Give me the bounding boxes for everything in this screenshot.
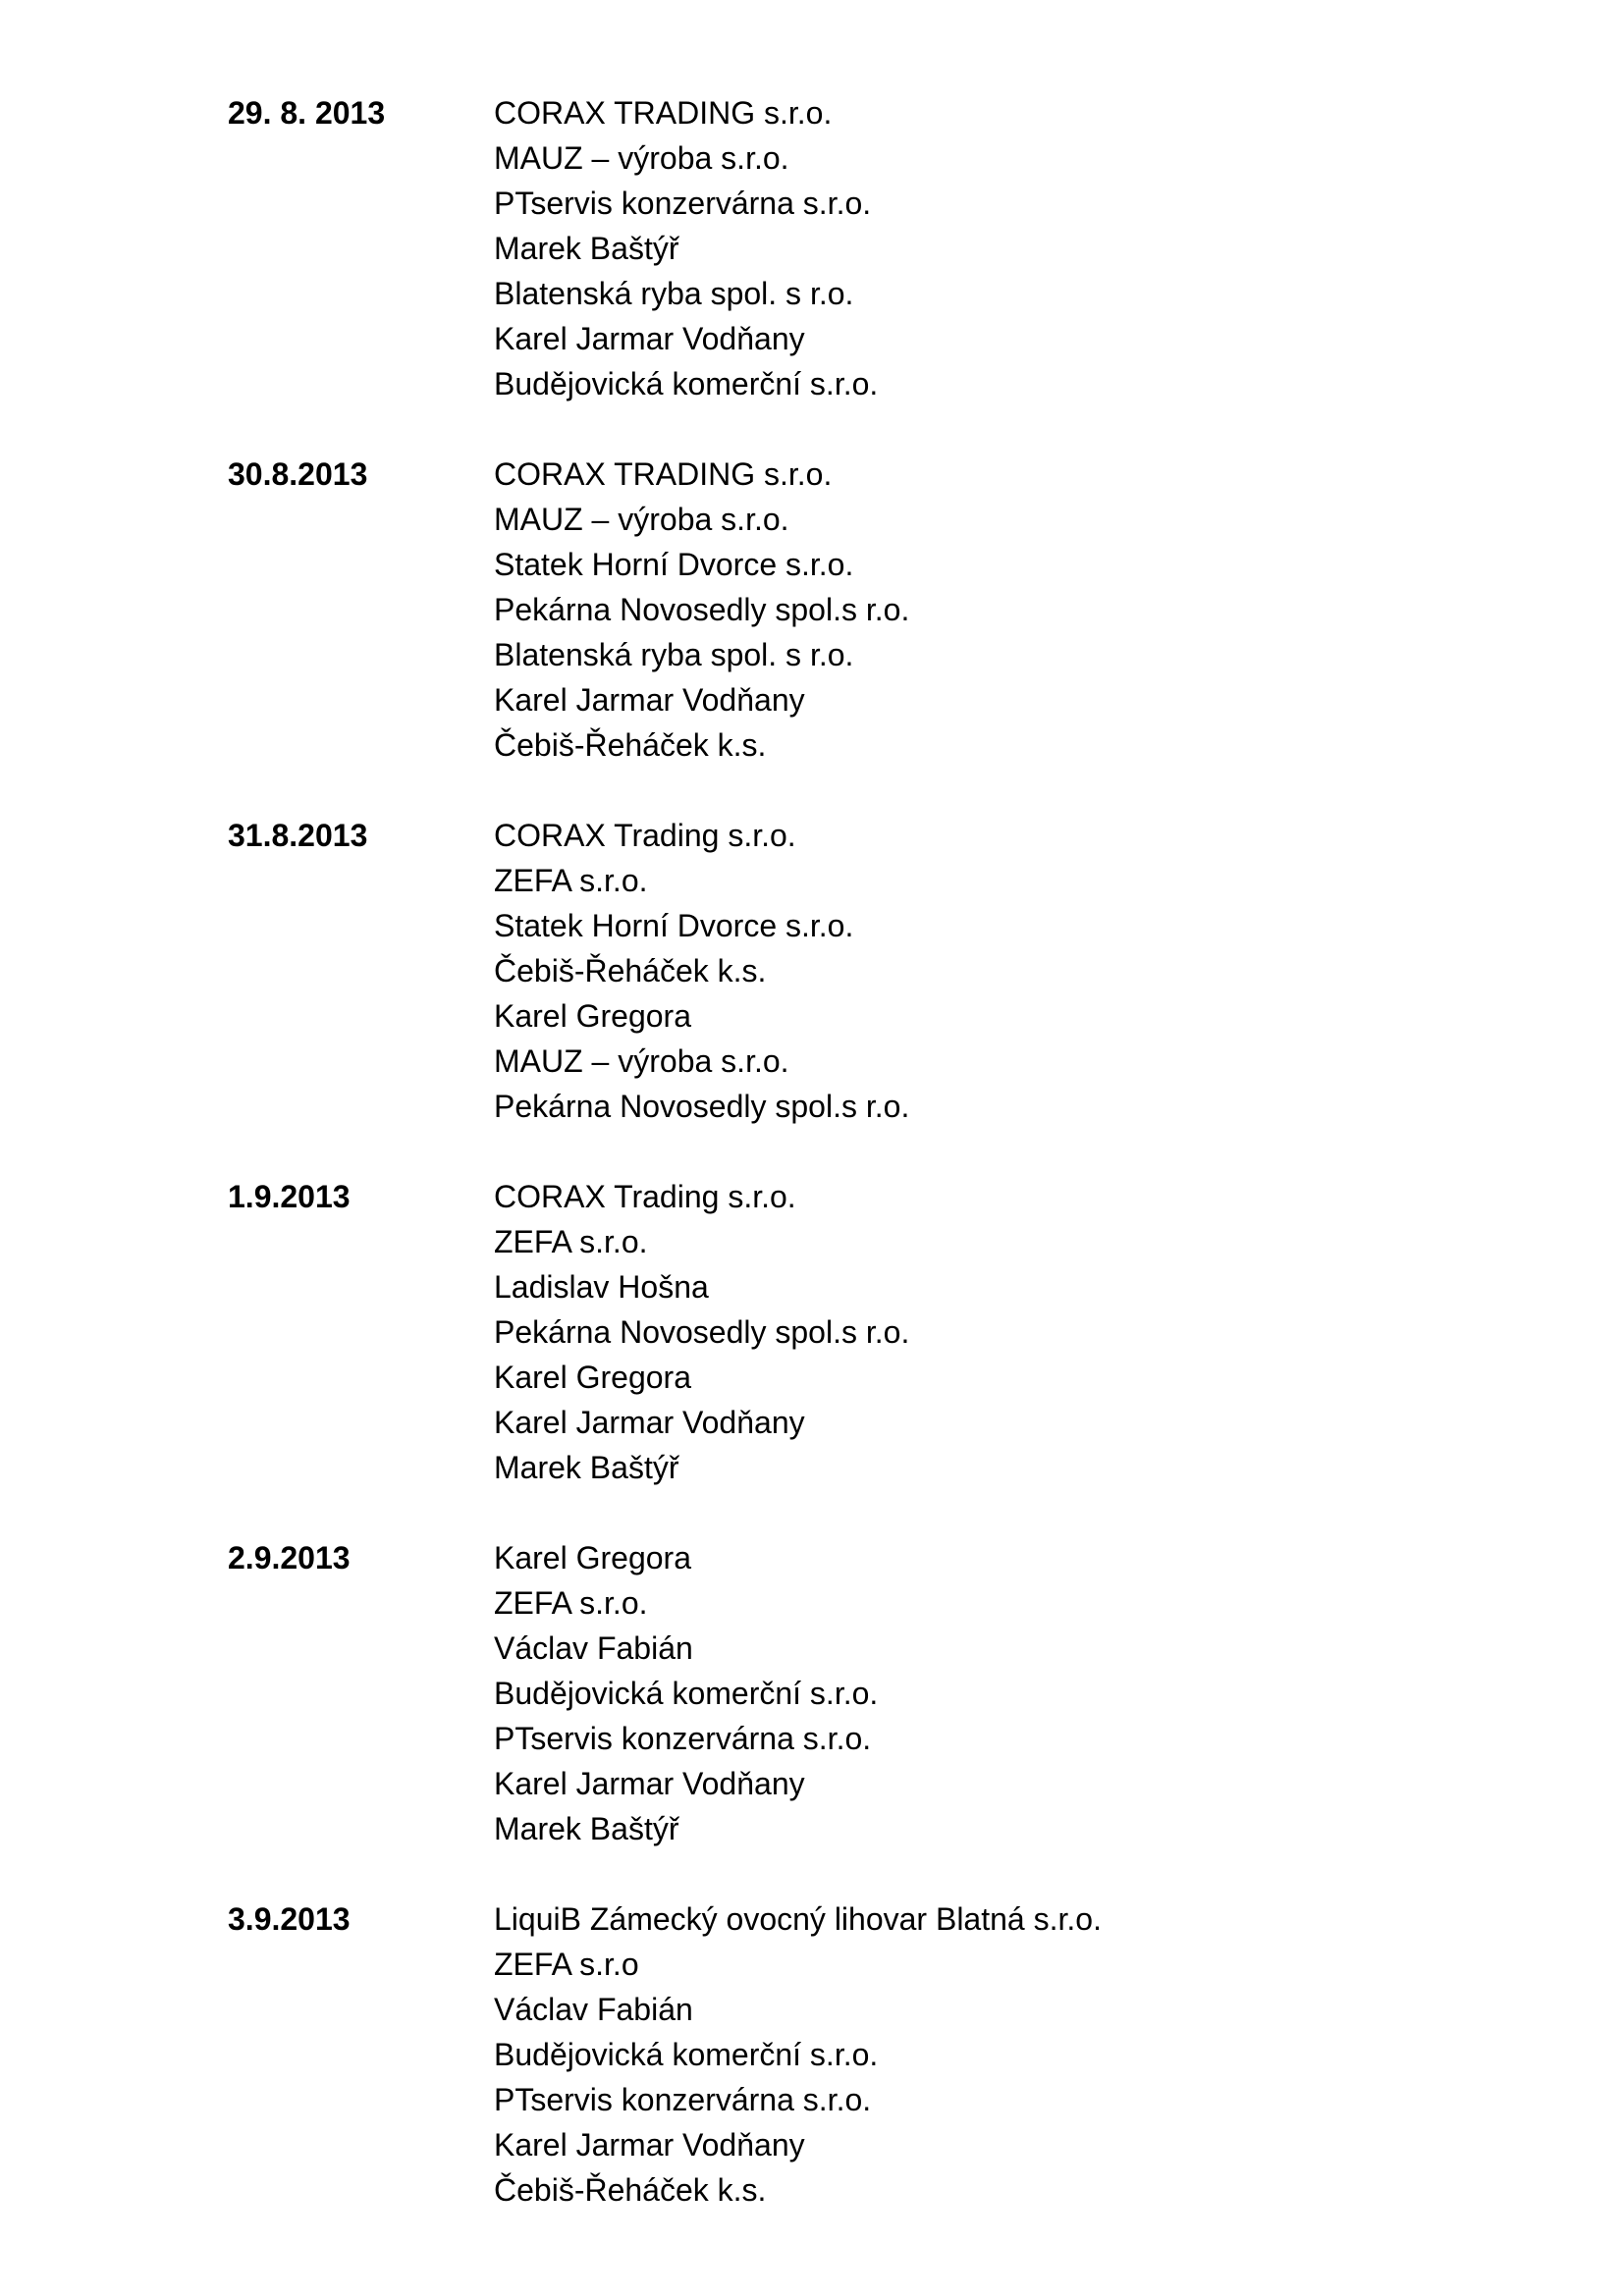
entry: Marek Baštýř [494, 231, 679, 266]
day-block [228, 90, 1406, 406]
entry: PTservis konzervárna s.r.o. [494, 1721, 872, 1756]
day-date: 1.9.2013 [228, 1179, 351, 1214]
entry: LiquiB Zámecký ovocný lihovar Blatná s.r.o. [494, 1901, 1102, 1937]
day-date: 2.9.2013 [228, 1540, 351, 1575]
day-date: 3.9.2013 [228, 1901, 351, 1937]
entry: Karel Gregora [494, 1540, 691, 1575]
day-block [228, 1535, 1406, 1851]
entry: CORAX Trading s.r.o. [494, 818, 796, 853]
schedule-list [228, 90, 1406, 2258]
entry: Karel Jarmar Vodňany [494, 1766, 805, 1801]
entry: Čebiš-Řeháček k.s. [494, 727, 767, 763]
entry: Karel Gregora [494, 1360, 691, 1395]
entry: Statek Horní Dvorce s.r.o. [494, 908, 854, 943]
entry: CORAX TRADING s.r.o. [494, 95, 833, 131]
day-entries [494, 90, 1406, 406]
entry: CORAX TRADING s.r.o. [494, 456, 833, 492]
entry: Statek Horní Dvorce s.r.o. [494, 547, 854, 582]
entry: Blatenská ryba spol. s r.o. [494, 637, 854, 672]
entry: Pekárna Novosedly spol.s r.o. [494, 1314, 910, 1350]
entry: PTservis konzervárna s.r.o. [494, 186, 872, 221]
day-entries [494, 1896, 1406, 2213]
entry: Pekárna Novosedly spol.s r.o. [494, 1089, 910, 1124]
day-block [228, 1896, 1406, 2213]
entry: ZEFA s.r.o [494, 1947, 639, 1982]
entry: MAUZ – výroba s.r.o. [494, 502, 789, 537]
entry: Marek Baštýř [494, 1811, 679, 1846]
entry: MAUZ – výroba s.r.o. [494, 1043, 789, 1079]
entry: ZEFA s.r.o. [494, 1224, 648, 1259]
entry: Václav Fabián [494, 1992, 693, 2027]
day-block [228, 813, 1406, 1129]
entry: Marek Baštýř [494, 1450, 679, 1485]
day-date: 31.8.2013 [228, 818, 368, 853]
entry: Čebiš-Řeháček k.s. [494, 953, 767, 988]
day-block [228, 1174, 1406, 1490]
entry: Karel Jarmar Vodňany [494, 2127, 805, 2163]
entry: ZEFA s.r.o. [494, 1585, 648, 1621]
day-entries [494, 813, 1406, 1129]
day-entries [494, 1535, 1406, 1851]
entry: ZEFA s.r.o. [494, 863, 648, 898]
day-date: 29. 8. 2013 [228, 95, 386, 131]
day-entries [494, 452, 1406, 768]
entry: Karel Gregora [494, 998, 691, 1034]
day-block [228, 452, 1406, 768]
entry: Budějovická komerční s.r.o. [494, 366, 879, 401]
entry: CORAX Trading s.r.o. [494, 1179, 796, 1214]
entry: Václav Fabián [494, 1630, 693, 1666]
entry: Ladislav Hošna [494, 1269, 709, 1305]
entry: PTservis konzervárna s.r.o. [494, 2082, 872, 2117]
entry: Budějovická komerční s.r.o. [494, 1676, 879, 1711]
entry: Čebiš-Řeháček k.s. [494, 2172, 767, 2208]
entry: Karel Jarmar Vodňany [494, 1405, 805, 1440]
entry: Budějovická komerční s.r.o. [494, 2037, 879, 2072]
day-date: 30.8.2013 [228, 456, 368, 492]
entry: Pekárna Novosedly spol.s r.o. [494, 592, 910, 627]
entry: Blatenská ryba spol. s r.o. [494, 276, 854, 311]
day-entries [494, 1174, 1406, 1490]
entry: Karel Jarmar Vodňany [494, 682, 805, 718]
entry: MAUZ – výroba s.r.o. [494, 140, 789, 176]
entry: Karel Jarmar Vodňany [494, 321, 805, 356]
